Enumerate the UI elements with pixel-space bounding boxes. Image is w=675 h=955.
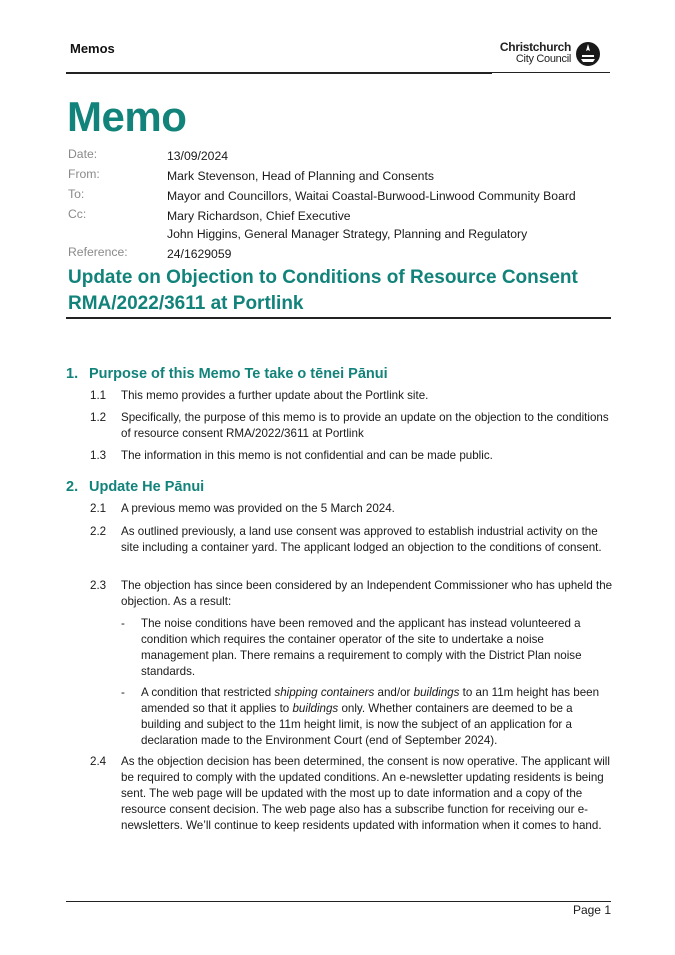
paragraph-number: 2.1 xyxy=(90,502,107,515)
section-1-title: Purpose of this Memo Te take o tēnei Pānui xyxy=(89,366,388,382)
subject-line-1: Update on Objection to Conditions of Resource Consent xyxy=(68,267,578,288)
cathedral-emblem-icon xyxy=(575,41,601,67)
paragraph-text: The objection has since been considered by an Independent Commissioner who has upheld the objection. As a result: xyxy=(121,579,613,608)
bullet-dash: - xyxy=(121,617,125,630)
section-1-number: 1. xyxy=(66,366,79,382)
memo-subject xyxy=(68,265,608,317)
logo-line-2: City Council xyxy=(515,53,571,65)
paragraph-1-1 xyxy=(90,388,614,404)
paragraph-number: 2.4 xyxy=(90,755,107,768)
section-2-number: 2. xyxy=(66,479,79,495)
header-rule xyxy=(66,72,492,74)
from-value: Mark Stevenson, Head of Planning and Consents xyxy=(167,169,434,183)
paragraph-text: Specifically, the purpose of this memo is to provide an update on the objection to the conditions of resource consent RMA/2022/3611 at Portlink xyxy=(121,411,609,440)
footer-rule xyxy=(66,901,611,902)
reference-value: 24/1629059 xyxy=(167,247,232,261)
memo-title: Memo xyxy=(67,93,187,140)
bullet-text-italic: buildings xyxy=(413,686,460,699)
from-label: From: xyxy=(68,167,100,181)
paragraph-number: 1.1 xyxy=(90,389,107,402)
paragraph-2-4 xyxy=(90,754,614,834)
section-1-heading xyxy=(66,366,388,382)
subject-line-2: RMA/2022/3611 at Portlink xyxy=(68,293,304,314)
cc-label: Cc: xyxy=(68,207,87,221)
bullet-text-part: to an 11m height has been amended so that it applies to xyxy=(141,686,600,715)
paragraph-text: As the objection decision has been determined, the consent is now operative. The applicant will be required to comply with the updated conditions. An e-newsletter updating residents is being sent. The web page will be updated with the most up to date information and a copy of the resource consent decision. The web page also has a subscribe function for receiving our e-newsletters. We’ll continue to keep residents updated with information when it comes to hand. xyxy=(121,755,610,832)
paragraph-2-2 xyxy=(90,524,614,556)
page-number: Page 1 xyxy=(572,903,611,917)
bullet-text-part: only. Whether containers are deemed to be a building and subject to the 11m height limit, is now the subject of an application for a declaration made to the Environment Court (end of September 2024). xyxy=(141,702,573,747)
bullet-dash: - xyxy=(121,686,125,699)
bullet-text xyxy=(141,685,611,749)
paragraph-text: As outlined previously, a land use consent was approved to establish industrial activity on the site including a container yard. The applicant lodged an objection to the conditions of consent. xyxy=(121,525,602,554)
header-label: Memos xyxy=(70,41,115,56)
header-rule-thin xyxy=(492,72,610,73)
logo-line-1: Christchurch xyxy=(499,40,571,54)
paragraph-number: 2.3 xyxy=(90,579,107,592)
date-value: 13/09/2024 xyxy=(167,149,228,163)
council-logo xyxy=(497,40,603,68)
paragraph-text: The information in this memo is not confidential and can be made public. xyxy=(121,449,493,462)
paragraph-number: 1.3 xyxy=(90,449,107,462)
subject-rule xyxy=(66,317,611,319)
bullet-text-italic: shipping containers xyxy=(274,686,375,699)
bullet-text-part: and/or xyxy=(374,686,414,699)
paragraph-2-1 xyxy=(90,501,614,517)
bullet-text-part: A condition that restricted xyxy=(141,686,275,699)
section-2-title: Update He Pānui xyxy=(89,479,205,495)
paragraph-text: This memo provides a further update about the Portlink site. xyxy=(121,389,429,402)
bullet-item-1 xyxy=(121,616,611,680)
bullet-text-italic: buildings xyxy=(292,702,339,715)
to-label: To: xyxy=(68,187,85,201)
bullet-text: The noise conditions have been removed and the applicant has instead volunteered a condition which requires the container operator of the site to undertake a noise management plan. There remains a requirement to comply with the District Plan noise standards. xyxy=(141,617,582,678)
paragraph-1-2 xyxy=(90,410,614,442)
date-label: Date: xyxy=(68,147,98,161)
bullet-item-2 xyxy=(121,685,611,749)
to-value: Mayor and Councillors, Waitai Coastal-Burwood-Linwood Community Board xyxy=(167,189,576,203)
paragraph-text: A previous memo was provided on the 5 March 2024. xyxy=(121,502,395,515)
cc-value xyxy=(167,207,527,243)
cc-value-2: John Higgins, General Manager Strategy, Planning and Regulatory xyxy=(167,227,528,241)
reference-label: Reference: xyxy=(68,245,128,259)
cc-value-1: Mary Richardson, Chief Executive xyxy=(167,209,351,223)
paragraph-number: 1.2 xyxy=(90,411,107,424)
paragraph-number: 2.2 xyxy=(90,525,107,538)
section-2-heading xyxy=(66,479,204,495)
paragraph-2-3 xyxy=(90,578,614,610)
paragraph-1-3 xyxy=(90,448,614,464)
